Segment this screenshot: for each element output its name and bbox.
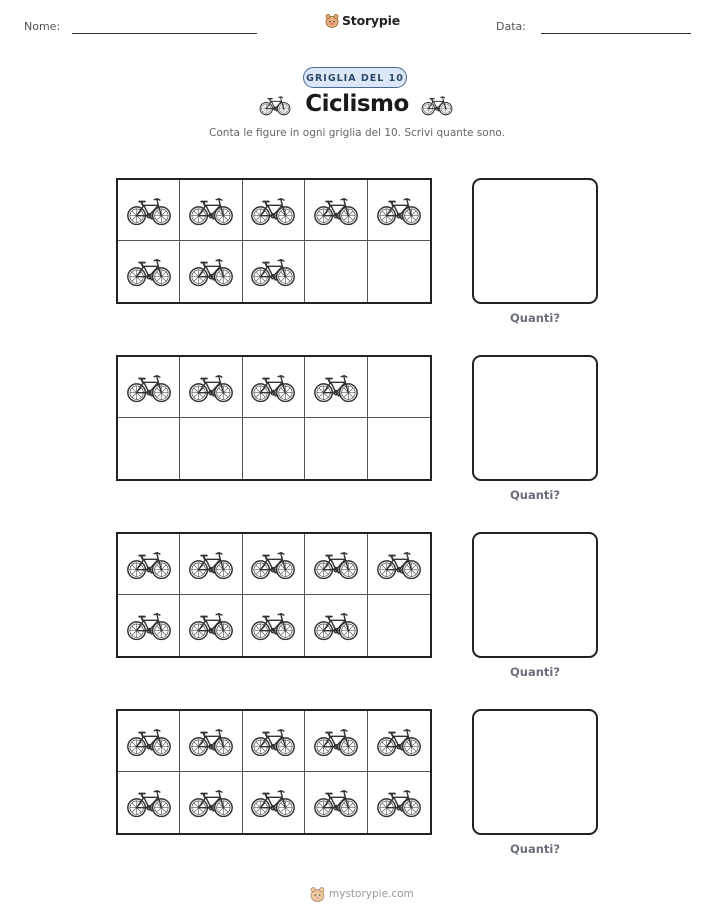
date-label: Data: bbox=[496, 20, 526, 33]
ten-frame-cell bbox=[118, 241, 180, 302]
bicycle-icon bbox=[126, 726, 172, 757]
answer-label: Quanti? bbox=[509, 665, 561, 679]
bicycle-icon bbox=[250, 256, 296, 287]
bicycle-icon bbox=[188, 610, 234, 641]
answer-box[interactable] bbox=[472, 355, 598, 481]
bicycle-icon bbox=[313, 787, 359, 818]
ten-frame-cell bbox=[180, 180, 242, 241]
answer-label: Quanti? bbox=[509, 311, 561, 325]
ten-frame-cell bbox=[243, 534, 305, 595]
name-write-line[interactable] bbox=[72, 33, 257, 34]
answer-box[interactable] bbox=[472, 709, 598, 835]
footer bbox=[310, 886, 414, 902]
bicycle-icon bbox=[126, 787, 172, 818]
bicycle-icon bbox=[376, 787, 422, 818]
ten-frame-cell bbox=[305, 180, 367, 241]
ten-frame bbox=[116, 709, 432, 835]
ten-frame-cell bbox=[180, 418, 242, 479]
ten-frame-cell bbox=[243, 595, 305, 656]
bicycle-icon bbox=[188, 787, 234, 818]
ten-frame-cell bbox=[243, 711, 305, 772]
ten-frame-cell bbox=[180, 534, 242, 595]
page-title: Ciclismo bbox=[305, 91, 409, 117]
ten-frame-cell bbox=[243, 180, 305, 241]
ten-frame-cell bbox=[368, 241, 430, 302]
bicycle-icon bbox=[188, 549, 234, 580]
bicycle-icon bbox=[376, 549, 422, 580]
ten-frame-cell bbox=[180, 711, 242, 772]
bicycle-icon bbox=[250, 549, 296, 580]
bicycle-icon bbox=[250, 610, 296, 641]
bicycle-icon bbox=[376, 726, 422, 757]
footer-url: mystorypie.com bbox=[329, 888, 414, 900]
ten-frame-cell bbox=[243, 241, 305, 302]
ten-frame-cell bbox=[368, 711, 430, 772]
bicycle-icon bbox=[188, 372, 234, 403]
ten-frame-cell bbox=[368, 180, 430, 241]
bicycle-icon bbox=[188, 726, 234, 757]
answer-label: Quanti? bbox=[509, 488, 561, 502]
ten-frame-cell bbox=[118, 180, 180, 241]
ten-frame bbox=[116, 355, 432, 481]
ten-frame-cell bbox=[118, 772, 180, 833]
ten-frame-cell bbox=[368, 772, 430, 833]
ten-frame-cell bbox=[118, 711, 180, 772]
brand-name: Storypie bbox=[342, 13, 400, 28]
name-label: Nome: bbox=[24, 20, 61, 33]
bicycle-icon bbox=[126, 372, 172, 403]
bicycle-icon bbox=[126, 256, 172, 287]
ten-frame-cell bbox=[180, 357, 242, 418]
ten-frame-cell bbox=[305, 357, 367, 418]
brand-logo bbox=[325, 13, 400, 28]
ten-frame bbox=[116, 178, 432, 304]
ten-frame-cell bbox=[118, 595, 180, 656]
bicycle-icon bbox=[250, 787, 296, 818]
date-write-line[interactable] bbox=[541, 33, 691, 34]
ten-frame-cell bbox=[368, 357, 430, 418]
bicycle-icon bbox=[313, 195, 359, 226]
bicycle-icon bbox=[250, 195, 296, 226]
ten-frame-cell bbox=[118, 357, 180, 418]
ten-frame-cell bbox=[243, 357, 305, 418]
storypie-mascot-icon bbox=[310, 886, 325, 902]
ten-frame-cell bbox=[243, 418, 305, 479]
ten-frame-cell bbox=[305, 241, 367, 302]
bicycle-icon bbox=[126, 549, 172, 580]
answer-label: Quanti? bbox=[509, 842, 561, 856]
worksheet-type-badge: GRIGLIA DEL 10 bbox=[303, 67, 407, 88]
ten-frame-cell bbox=[305, 595, 367, 656]
answer-box[interactable] bbox=[472, 532, 598, 658]
bicycle-icon bbox=[126, 195, 172, 226]
bicycle-icon bbox=[313, 549, 359, 580]
ten-frame bbox=[116, 532, 432, 658]
ten-frame-cell bbox=[305, 772, 367, 833]
ten-frame-cell bbox=[118, 534, 180, 595]
ten-frame-cell bbox=[243, 772, 305, 833]
answer-box[interactable] bbox=[472, 178, 598, 304]
bicycle-icon bbox=[313, 610, 359, 641]
ten-frame-cell bbox=[368, 418, 430, 479]
bicycle-icon bbox=[313, 726, 359, 757]
instructions: Conta le figure in ogni griglia del 10. Scrivi quante sono. bbox=[209, 127, 505, 139]
bicycle-icon bbox=[188, 195, 234, 226]
bicycle-icon bbox=[126, 610, 172, 641]
bicycle-icon bbox=[421, 94, 453, 116]
bicycle-icon bbox=[376, 195, 422, 226]
ten-frame-cell bbox=[180, 241, 242, 302]
ten-frame-cell bbox=[180, 772, 242, 833]
ten-frame-cell bbox=[305, 418, 367, 479]
ten-frame-cell bbox=[305, 711, 367, 772]
ten-frame-cell bbox=[368, 595, 430, 656]
ten-frame-cell bbox=[180, 595, 242, 656]
ten-frame-cell bbox=[118, 418, 180, 479]
bicycle-icon bbox=[250, 372, 296, 403]
bicycle-icon bbox=[313, 372, 359, 403]
ten-frame-cell bbox=[368, 534, 430, 595]
bicycle-icon bbox=[250, 726, 296, 757]
storypie-mascot-icon bbox=[325, 13, 339, 28]
ten-frame-cell bbox=[305, 534, 367, 595]
bicycle-icon bbox=[188, 256, 234, 287]
